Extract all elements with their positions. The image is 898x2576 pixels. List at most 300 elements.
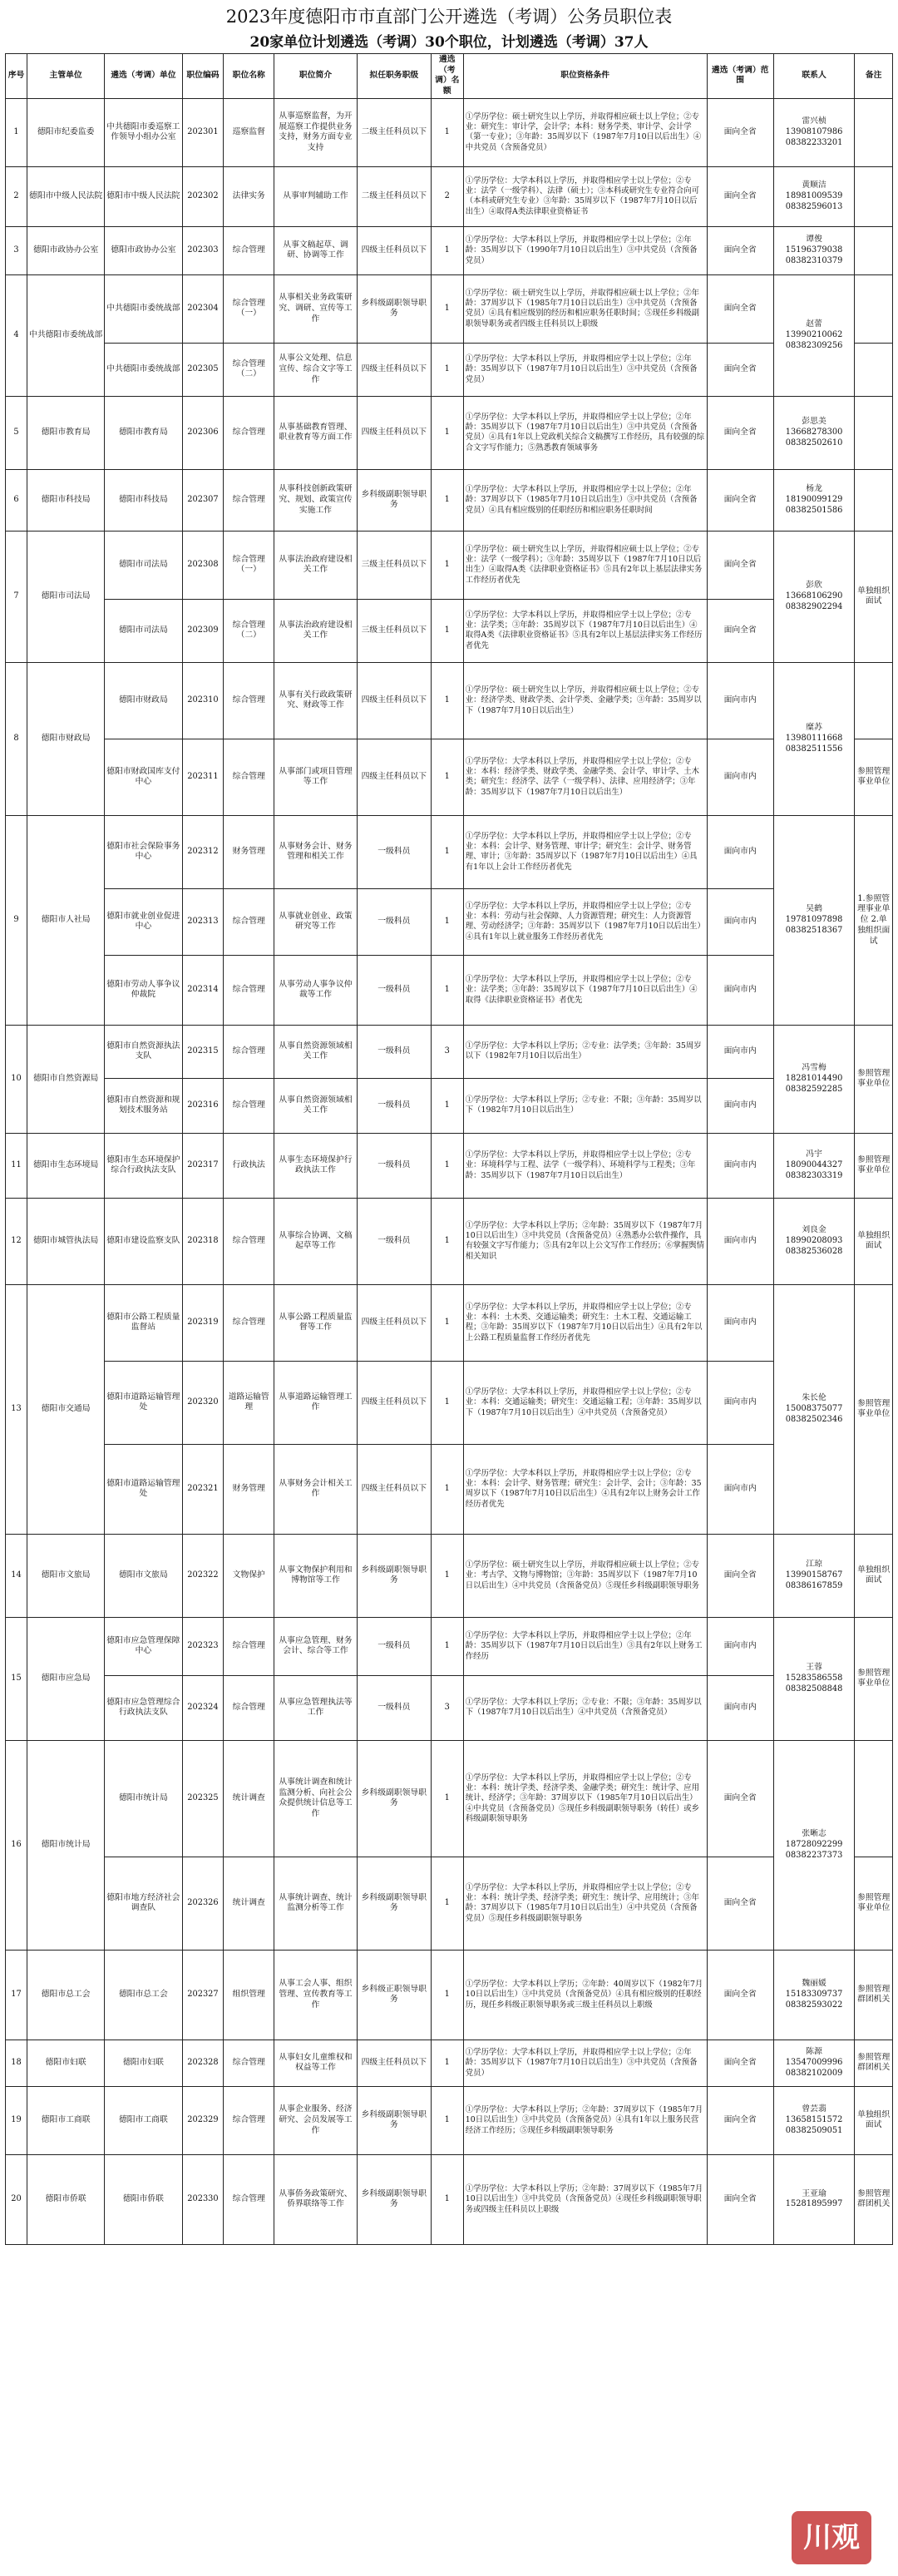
cell-req: ①学历学位：硕士研究生以上学历，并取得相应硕士以上学位；②年龄：37周岁以下（1985年7月10日以后出生）③中共党员（含预备党员）④具有相应级别的经历和相应职务任职时间；⑤现任乡科级副职领导职务或者四级主任科员以上职级 [463,274,707,343]
cell-name: 综合管理 [224,226,274,274]
page-subtitle: 20家单位计划遴选（考调）30个职位，计划遴选（考调）37人 [249,34,649,51]
cell-intro: 从事相关业务政策研究、调研、宣传等工作 [274,274,358,343]
cell-num: 1 [431,1198,463,1284]
cell-unit: 德阳市建设监察支队 [105,1198,182,1284]
cell-dept: 德阳市交通局 [27,1284,105,1534]
cell-level: 一级科员 [357,1675,431,1740]
cell-intro: 从事劳动人事争议仲裁等工作 [274,955,358,1025]
cell-req: ①学历学位：大学本科以上学历，并取得相应学士以上学位；②专业：本科：会计学、财务管理；研究生：会计学、会计；③年龄：35周岁以下（1987年7月10日以后出生）④具有2年以上财务会计工作经历者优先 [463,1444,707,1534]
col-code: 职位编码 [182,54,224,99]
cell-scope: 面向全省 [707,599,773,662]
cell-req: ①学历学位：大学本科以上学历；②年龄：37周岁以下（1985年7月10日以后出生）③中共党员（含预备党员）④具有1年以上服务民营经济工作经历；⑤现任乡科级副职领导职务 [463,2086,707,2154]
cell-req: ①学历学位：大学本科以上学历，并取得相应学士以上学位；②专业：法学（一级学科）、法律（硕士）；③本科或研究生专业符合向可（本科或研究生专业）③年龄：35周岁以下（1987年7月10日以后出生）④取得A类法律职业资格证书 [463,166,707,226]
cell-level: 乡科级副职领导职务 [357,1534,431,1617]
cell-scope: 面向全省 [707,2154,773,2244]
table-row [6,531,893,599]
table-row [6,662,893,739]
cell-num: 1 [431,599,463,662]
positions-table [5,53,893,2245]
cell-name: 综合管理 [224,888,274,955]
table-row [6,2086,893,2154]
cell-req: ①学历学位：大学本科以上学历，并取得相应学士以上学位；②专业：本科：会计学、财务管理、审计学；研究生：会计学、财务管理、审计；③年龄：35周岁以下（1987年7月10日以后出生）④具有1年以上会计工作经历者优先 [463,815,707,888]
cell-name: 综合管理 [224,1078,274,1133]
cell-code: 202301 [182,98,224,166]
cell-seq: 13 [6,1284,27,1534]
cell-code: 202309 [182,599,224,662]
cell-name: 综合管理 [224,2040,274,2086]
cell-unit: 德阳市科技局 [105,469,182,531]
cell-code: 202306 [182,396,224,469]
cell-req: ①学历学位：硕士研究生以上学历，并取得相应硕士以上学位；②专业：法学（一级学科）；③年龄：35周岁以下（1987年7月10日以后出生）④取得A类《法律职业资格证书》⑤具有2年以上基层法律实务工作经历者优先 [463,531,707,599]
cell-intro: 从事企业服务、经济研究、会员发展等工作 [274,2086,358,2154]
cell-scope: 面向市内 [707,1078,773,1133]
cell-num: 1 [431,1361,463,1444]
cell-code: 202330 [182,2154,224,2244]
cell-intro: 从事财务会计、财务管理和相关工作 [274,815,358,888]
cell-seq: 1 [6,98,27,166]
cell-unit: 德阳市教育局 [105,396,182,469]
cell-code: 202324 [182,1675,224,1740]
cell-unit: 德阳市道路运输管理处 [105,1444,182,1534]
cell-note: 参照管理群团机关 [855,2154,893,2244]
cell-code: 202310 [182,662,224,739]
cell-intro: 从事法治政府建设相关工作 [274,531,358,599]
col-contact: 联系人 [773,54,855,99]
cell-unit: 德阳市应急管理综合行政执法支队 [105,1675,182,1740]
table-row [6,1025,893,1078]
cell-unit: 德阳市自然资源和规划技术服务站 [105,1078,182,1133]
col-name: 职位名称 [224,54,274,99]
cell-seq: 11 [6,1133,27,1198]
cell-level: 一级科员 [357,1617,431,1675]
cell-contact: 朱长伦 15008375077 08382502346 [773,1284,855,1534]
cell-name: 综合管理 [224,1025,274,1078]
cell-seq: 2 [6,166,27,226]
cell-req: ①学历学位：大学本科以上学历；②年龄：40周岁以下（1982年7月10日以后出生）③中共党员（含预备党员）④具有相应级别的任职经历，现任乡科级正职领导职务或三级主任科员以上职级 [463,1950,707,2040]
cell-name: 综合管理（一） [224,274,274,343]
cell-unit: 德阳市财政局 [105,662,182,739]
cell-code: 202329 [182,2086,224,2154]
cell-unit: 中共德阳市委巡察工作领导小组办公室 [105,98,182,166]
table-row [6,1361,893,1444]
cell-dept: 德阳市教育局 [27,396,105,469]
cell-unit: 中共德阳市委统战部 [105,343,182,396]
cell-seq: 7 [6,531,27,662]
cell-dept: 德阳市纪委监委 [27,98,105,166]
cell-scope: 面向全省 [707,226,773,274]
cell-scope: 面向市内 [707,1675,773,1740]
cell-req: ①学历学位：大学本科以上学历，并取得相应学士以上学位；②专业：本科：劳动与社会保障、人力资源管理；研究生：人力资源管理、劳动经济学；③年龄：35周岁以下（1987年7月10日以后出生）④具有1年以上就业服务工作经历者优先 [463,888,707,955]
cell-name: 行政执法 [224,1133,274,1198]
cell-contact: 曾芸翡 13658151572 08382509051 [773,2086,855,2154]
cell-seq: 5 [6,396,27,469]
cell-level: 乡科级副职领导职务 [357,469,431,531]
cell-scope: 面向全省 [707,1534,773,1617]
cell-level: 四级主任科员以下 [357,396,431,469]
cell-code: 202321 [182,1444,224,1534]
cell-num: 1 [431,1857,463,1950]
cell-num: 3 [431,1675,463,1740]
cell-dept: 德阳市统计局 [27,1740,105,1950]
col-req: 职位资格条件 [463,54,707,99]
table-row [6,1284,893,1361]
cell-note: 单独组织面试 [855,2086,893,2154]
cell-unit: 德阳市文旅局 [105,1534,182,1617]
col-dept: 主管单位 [27,54,105,99]
cell-scope: 面向市内 [707,1025,773,1078]
cell-level: 四级主任科员以下 [357,662,431,739]
cell-intro: 从事基础教育管理、职业教育等方面工作 [274,396,358,469]
table-row [6,955,893,1025]
cell-level: 一级科员 [357,888,431,955]
cell-level: 四级主任科员以下 [357,343,431,396]
cell-intro: 从事道路运输管理工作 [274,1361,358,1444]
cell-code: 202327 [182,1950,224,2040]
cell-unit: 德阳市道路运输管理处 [105,1361,182,1444]
cell-intro: 从事应急管理、财务会计、综合等工作 [274,1617,358,1675]
cell-intro: 从事部门或项目管理等工作 [274,739,358,815]
cell-scope: 面向市内 [707,1133,773,1198]
cell-req: ①学历学位：大学本科以上学历，并取得相应学士以上学位；②年龄：35周岁以下（1987年7月10日以后出生）③中共党员（含预备党员） [463,2040,707,2086]
cell-req: ①学历学位：大学本科以上学历，并取得相应学士以上学位；②专业：环境科学与工程、法学（一级学科）、环境科学与工程类；③年龄：35周岁以下（1987年7月10日以后出生） [463,1133,707,1198]
table-row [6,469,893,531]
cell-scope: 面向市内 [707,1361,773,1444]
cell-num: 1 [431,1740,463,1857]
table-row [6,599,893,662]
cell-name: 综合管理 [224,955,274,1025]
cell-contact: 魏丽媛 15183309737 08382593022 [773,1950,855,2040]
cell-intro: 从事自然资源领域相关工作 [274,1078,358,1133]
cell-req: ①学历学位：大学本科以上学历，并取得相应学士以上学位；②年龄：37周岁以下（1985年7月10日以后出生）③中共党员（含预备党员）④具有相应级别的任职经历和相应职务任职时间 [463,469,707,531]
cell-unit: 德阳市劳动人事争议仲裁院 [105,955,182,1025]
cell-contact: 江琼 13990158767 08386167859 [773,1534,855,1617]
table-row [6,2040,893,2086]
cell-note [855,662,893,739]
cell-scope: 面向全省 [707,396,773,469]
cell-note [855,274,893,343]
cell-num: 1 [431,2086,463,2154]
cell-level: 一级科员 [357,1025,431,1078]
cell-name: 综合管理（一） [224,531,274,599]
cell-unit: 德阳市工商联 [105,2086,182,2154]
cell-num: 1 [431,2040,463,2086]
cell-req: ①学历学位：大学本科以上学历，并取得相应学士以上学位；②专业：本科：统计学类、经济学类、金融学类；研究生：统计学、应用统计、经济学；③年龄：37周岁以下（1985年7月10日以后出生）④中共党员（含预备党员）⑤现任乡科级副职领导职务（转任）或乡科级副职领导职务 [463,1740,707,1857]
cell-contact: 谭俊 15196379038 08382310379 [773,226,855,274]
cell-level: 四级主任科员以下 [357,1284,431,1361]
cell-num: 1 [431,1133,463,1198]
cell-intro: 从事就业创业、政策研究等工作 [274,888,358,955]
cell-contact: 雷兴桢 13908107986 08382233201 [773,98,855,166]
cell-note [855,343,893,396]
cell-intro: 从事统计调查、统计监测分析等工作 [274,1857,358,1950]
cell-intro: 从事科技创新政策研究、规划、政策宣传实施工作 [274,469,358,531]
cell-note: 参照管理事业单位 [855,1284,893,1534]
cell-contact: 冯雪梅 18281014490 08382592285 [773,1025,855,1133]
cell-code: 202312 [182,815,224,888]
cell-req: ①学历学位：大学本科以上学历，并取得相应学士以上学位；②年龄：35周岁以下（1987年7月10日以后出生）③具有2年以上财务工作经历 [463,1617,707,1675]
cell-code: 202313 [182,888,224,955]
cell-num: 1 [431,1284,463,1361]
cell-num: 1 [431,815,463,888]
table-row [6,226,893,274]
table-row [6,1740,893,1857]
cell-code: 202319 [182,1284,224,1361]
cell-intro: 从事公文处理、信息宣传、综合文字等工作 [274,343,358,396]
cell-contact: 吴鹤 19781097898 08382518367 [773,815,855,1025]
table-row [6,1950,893,2040]
cell-level: 一级科员 [357,1198,431,1284]
cell-num: 3 [431,1025,463,1078]
cell-num: 1 [431,955,463,1025]
cell-seq: 14 [6,1534,27,1617]
cell-dept: 德阳市应急局 [27,1617,105,1740]
cell-name: 综合管理 [224,1284,274,1361]
cell-contact: 糜苏 13980111668 08382511556 [773,662,855,815]
cell-req: ①学历学位：大学本科以上学历；②专业：不限；③年龄：35周岁以下（1987年7月10日以后出生）④中共党员（含预备党员） [463,1675,707,1740]
cell-unit: 德阳市生态环境保护综合行政执法支队 [105,1133,182,1198]
cell-intro: 从事有关行政政策研究、财政等工作 [274,662,358,739]
cell-code: 202322 [182,1534,224,1617]
cell-code: 202317 [182,1133,224,1198]
cell-scope: 面向全省 [707,98,773,166]
cell-dept: 中共德阳市委统战部 [27,274,105,396]
cell-code: 202307 [182,469,224,531]
cell-code: 202302 [182,166,224,226]
table-row [6,396,893,469]
cell-unit: 德阳市应急管理保障中心 [105,1617,182,1675]
cell-scope: 面向市内 [707,1444,773,1534]
cell-intro: 从事妇女儿童维权和权益等工作 [274,2040,358,2086]
cell-level: 一级科员 [357,815,431,888]
cell-unit: 德阳市社会保险事务中心 [105,815,182,888]
cell-intro: 从事应急管理执法等工作 [274,1675,358,1740]
cell-num: 1 [431,274,463,343]
table-row [6,1198,893,1284]
cell-num: 1 [431,1534,463,1617]
cell-req: ①学历学位：大学本科以上学历，并取得相应学士以上学位；②专业：法学类；③年龄：35周岁以下（1987年7月10日以后出生）④取得A类《法律职业资格证书》⑤具有2年以上基层法律实务工作经历者优先 [463,599,707,662]
cell-scope: 面向全省 [707,2040,773,2086]
col-num: 遴选（考调）名额 [431,54,463,99]
cell-note: 单独组织面试 [855,1198,893,1284]
cell-name: 综合管理 [224,396,274,469]
cell-unit: 德阳市侨联 [105,2154,182,2244]
cell-num: 1 [431,469,463,531]
cell-scope: 面向全省 [707,469,773,531]
cell-dept: 德阳市生态环境局 [27,1133,105,1198]
cell-dept: 德阳市文旅局 [27,1534,105,1617]
cell-contact: 王蓉 15283586558 08382508848 [773,1617,855,1740]
cell-name: 组织管理 [224,1950,274,2040]
cell-num: 1 [431,1950,463,2040]
cell-scope: 面向全省 [707,1740,773,1857]
cell-name: 综合管理 [224,2154,274,2244]
col-intro: 职位简介 [274,54,358,99]
cell-code: 202303 [182,226,224,274]
cell-code: 202305 [182,343,224,396]
cell-unit: 德阳市统计局 [105,1740,182,1857]
cell-name: 综合管理 [224,2086,274,2154]
cell-note: 1.参照管理事业单位 2.单独组织面试 [855,815,893,1025]
cell-code: 202320 [182,1361,224,1444]
table-header-row [6,54,893,99]
cell-note: 参照管理群团机关 [855,2040,893,2086]
cell-num: 1 [431,226,463,274]
cell-code: 202318 [182,1198,224,1284]
cell-req: ①学历学位：大学本科以上学历；②年龄：37周岁以下（1985年7月10日以后出生）③中共党员（含预备党员）④现任乡科级副职领导职务或四级主任科员以上职级 [463,2154,707,2244]
cell-scope: 面向市内 [707,815,773,888]
cell-name: 综合管理 [224,739,274,815]
cell-num: 1 [431,739,463,815]
cell-scope: 面向全省 [707,1857,773,1950]
cell-contact: 冯宇 18090044327 08382303319 [773,1133,855,1198]
cell-num: 1 [431,343,463,396]
cell-note [855,396,893,469]
cell-level: 一级科员 [357,1133,431,1198]
cell-num: 1 [431,531,463,599]
cell-note: 参照管理事业单位 [855,739,893,815]
cell-contact: 彭欣 13668106290 08382902294 [773,531,855,662]
cell-scope: 面向市内 [707,955,773,1025]
cell-code: 202325 [182,1740,224,1857]
cell-unit: 德阳市妇联 [105,2040,182,2086]
cell-note: 参照管理事业单位 [855,1857,893,1950]
cell-seq: 4 [6,274,27,396]
cell-level: 乡科级副职领导职务 [357,1740,431,1857]
cell-code: 202304 [182,274,224,343]
cell-name: 综合管理（二） [224,599,274,662]
cell-contact: 刘良金 18990208093 08382536028 [773,1198,855,1284]
cell-num: 1 [431,1078,463,1133]
table-row [6,1534,893,1617]
cell-scope: 面向市内 [707,1284,773,1361]
cell-unit: 德阳市政协办公室 [105,226,182,274]
cell-intro: 从事公路工程质量监督等工作 [274,1284,358,1361]
cell-seq: 16 [6,1740,27,1950]
cell-code: 202326 [182,1857,224,1950]
cell-dept: 德阳市司法局 [27,531,105,662]
cell-name: 综合管理 [224,1617,274,1675]
cell-seq: 18 [6,2040,27,2086]
cell-num: 1 [431,2154,463,2244]
cell-level: 乡科级副职领导职务 [357,2154,431,2244]
table-row [6,2154,893,2244]
cell-note: 单独组织面试 [855,1534,893,1617]
cell-name: 统计调查 [224,1740,274,1857]
page-title: 2023年度德阳市市直部门公开遴选（考调）公务员职位表 [225,7,673,27]
cell-code: 202311 [182,739,224,815]
cell-unit: 德阳市自然资源执法支队 [105,1025,182,1078]
cell-contact: 陈源 13547009996 08382102009 [773,2040,855,2086]
cell-note: 参照管理事业单位 [855,1025,893,1133]
col-scope: 遴选（考调）范围 [707,54,773,99]
table-row [6,1078,893,1133]
cell-note [855,166,893,226]
cell-intro: 从事生态环境保护行政执法工作 [274,1133,358,1198]
cell-num: 1 [431,888,463,955]
cell-req: ①学历学位：大学本科以上学历，并取得相应学士以上学位；②专业：本科：经济学类、财政学类、金融学类、会计学、审计学、土木类；研究生：经济学、法学（一级学科）、法律、应用经济学；③年龄：35周岁以下（1987年7月10日以后出生） [463,739,707,815]
table-row [6,1133,893,1198]
cell-req: ①学历学位：硕士研究生以上学历，并取得相应硕士以上学位；②专业：考古学、文物与博物馆；③年龄：35周岁以下（1987年7月10日以后出生）④中共党员（含预备党员）⑤现任乡科级副职领导职务 [463,1534,707,1617]
cell-unit: 德阳市公路工程质量监督站 [105,1284,182,1361]
watermark-logo: 川观 [792,2511,871,2564]
cell-level: 四级主任科员以下 [357,226,431,274]
cell-level: 二级主任科员以下 [357,98,431,166]
cell-num: 1 [431,98,463,166]
cell-unit: 中共德阳市委统战部 [105,274,182,343]
col-note: 备注 [855,54,893,99]
cell-req: ①学历学位：大学本科以上学历，并取得相应学士以上学位；②专业：本科：土木类、交通运输类；研究生：土木工程、交通运输工程；③年龄：35周岁以下（1987年7月10日以后出生）④具有2年以上公路工程质量监督工作经历者优先 [463,1284,707,1361]
table-row [6,888,893,955]
cell-intro: 从事自然资源领域相关工作 [274,1025,358,1078]
cell-note: 参照管理事业单位 [855,1617,893,1740]
table-row [6,1675,893,1740]
cell-level: 一级科员 [357,955,431,1025]
cell-intro: 从事文稿起草、调研、协调等工作 [274,226,358,274]
cell-code: 202308 [182,531,224,599]
cell-level: 乡科级副职领导职务 [357,274,431,343]
cell-contact: 张晰志 18728092299 08382237373 [773,1740,855,1950]
cell-level: 三级主任科员以下 [357,599,431,662]
cell-req: ①学历学位：大学本科以上学历，并取得相应学士以上学位；②专业：本科：统计学类、经济学类；研究生：统计学、应用统计；③年龄：37周岁以下（1985年7月10日以后出生）④中共党员（含预备党员）⑤现任乡科级副职领导职务 [463,1857,707,1950]
cell-dept: 德阳市总工会 [27,1950,105,2040]
cell-seq: 17 [6,1950,27,2040]
cell-intro: 从事法治政府建设相关工作 [274,599,358,662]
cell-name: 法律实务 [224,166,274,226]
cell-dept: 德阳市工商联 [27,2086,105,2154]
cell-name: 统计调查 [224,1857,274,1950]
cell-seq: 19 [6,2086,27,2154]
cell-num: 1 [431,1444,463,1534]
cell-req: ①学历学位：大学本科以上学历，并取得相应学士以上学位；②年龄：35周岁以下（1990年7月10日以后出生）③中共党员（含预备党员） [463,226,707,274]
cell-name: 文物保护 [224,1534,274,1617]
cell-note: 参照管理事业单位 [855,1133,893,1198]
cell-req: ①学历学位：大学本科以上学历，并取得相应学士以上学位；②专业：本科：交通运输类；研究生：交通运输工程；③年龄：35周岁以下（1987年7月10日以后出生）④中共党员（含预备党员） [463,1361,707,1444]
table-row [6,1857,893,1950]
cell-code: 202315 [182,1025,224,1078]
cell-name: 综合管理 [224,1198,274,1284]
cell-dept: 德阳市人社局 [27,815,105,1025]
table-row [6,1617,893,1675]
cell-name: 综合管理 [224,662,274,739]
cell-level: 一级科员 [357,1078,431,1133]
table-row [6,166,893,226]
cell-unit: 德阳市地方经济社会调查队 [105,1857,182,1950]
cell-level: 四级主任科员以下 [357,2040,431,2086]
col-level: 拟任职务职级 [357,54,431,99]
cell-intro: 从事工会人事、组织管理、宣传教育等工作 [274,1950,358,2040]
cell-level: 四级主任科员以下 [357,1361,431,1444]
cell-dept: 德阳市侨联 [27,2154,105,2244]
cell-dept: 德阳市中级人民法院 [27,166,105,226]
table-body [6,98,893,2244]
table-row [6,815,893,888]
cell-seq: 20 [6,2154,27,2244]
cell-seq: 15 [6,1617,27,1740]
cell-intro: 从事财务会计相关工作 [274,1444,358,1534]
cell-level: 四级主任科员以下 [357,1444,431,1534]
cell-scope: 面向市内 [707,888,773,955]
cell-name: 财务管理 [224,1444,274,1534]
cell-intro: 从事审判辅助工作 [274,166,358,226]
cell-req: ①学历学位：硕士研究生以上学历，并取得相应硕士以上学位；②专业：经济学类、财政学类、会计学类、金融学类；③年龄：35周岁以下（1987年7月10日以后出生） [463,662,707,739]
cell-level: 二级主任科员以下 [357,166,431,226]
cell-code: 202323 [182,1617,224,1675]
cell-level: 乡科级正职领导职务 [357,1950,431,2040]
cell-level: 乡科级副职领导职务 [357,2086,431,2154]
cell-level: 乡科级副职领导职务 [357,1857,431,1950]
cell-note: 参照管理群团机关 [855,1950,893,2040]
cell-unit: 德阳市就业创业促进中心 [105,888,182,955]
